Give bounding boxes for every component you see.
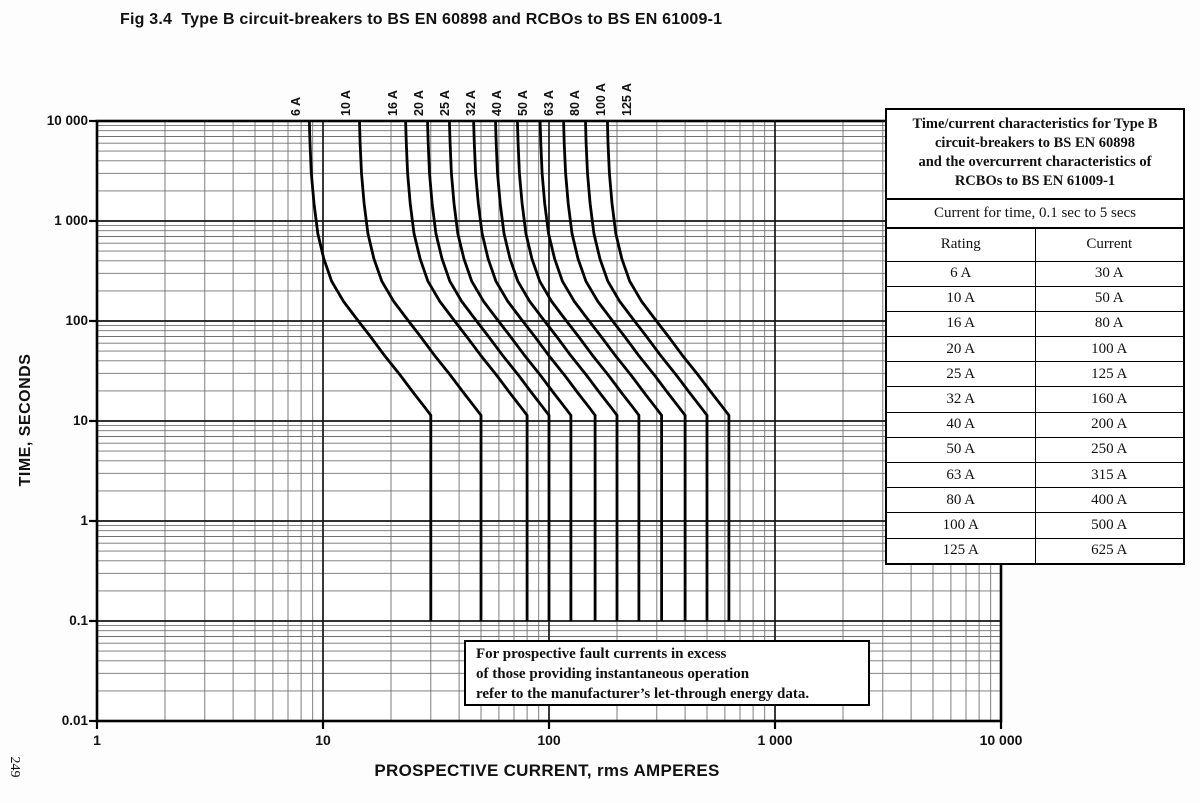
table-cell: 32 A (887, 387, 1035, 412)
table-row (887, 337, 1183, 362)
table-cell: 100 A (1035, 337, 1183, 362)
curve-label-16A: 16 A (385, 90, 400, 116)
note-line: refer to the manufacturer’s let-through energy data. (476, 685, 810, 702)
y-tick-label: 100 (65, 313, 88, 328)
table-cell: 40 A (887, 412, 1035, 437)
y-tick-label: 10 000 (46, 113, 88, 128)
x-axis-title: PROSPECTIVE CURRENT, rms AMPERES (374, 761, 720, 780)
y-axis-title: TIME, SECONDS (17, 353, 34, 487)
table-cell: 315 A (1035, 463, 1183, 488)
y-tick-label: 0.01 (61, 713, 88, 728)
x-tick-label: 1 000 (757, 732, 793, 748)
table-row (887, 463, 1183, 488)
table-cell: 20 A (887, 337, 1035, 362)
table-cell: 125 A (1035, 362, 1183, 387)
rating-current-table (887, 229, 1183, 563)
curve-label-6A: 6 A (289, 97, 304, 116)
table-cell: 6 A (887, 261, 1035, 286)
table-row (887, 412, 1183, 437)
y-tick-label: 10 (72, 413, 88, 428)
table-title-line: Time/current characteristics for Type B (912, 116, 1158, 132)
figure-title: Fig 3.4 Type B circuit-breakers to BS EN 60898 and RCBOs to BS EN 61009-1 (120, 11, 723, 28)
curve-label-20A: 20 A (411, 90, 426, 116)
table-title-line: RCBOs to BS EN 61009-1 (954, 173, 1116, 190)
curve-label-125A: 125 A (619, 83, 634, 116)
curve-label-63A: 63 A (541, 90, 556, 116)
table-cell: 625 A (1035, 538, 1183, 563)
table-cell: 125 A (942, 542, 979, 559)
y-tick-label: 1 000 (54, 213, 88, 228)
table-row (887, 261, 1183, 286)
page-number: 249 (7, 756, 22, 778)
y-tick-label: 0.1 (69, 613, 88, 628)
note-line: For prospective fault currents in excess (476, 646, 727, 662)
table-cell: 10 A (887, 286, 1035, 311)
table-title (887, 110, 1183, 200)
note-box (464, 640, 870, 706)
curve-label-10A: 10 A (339, 90, 354, 116)
table-row (887, 311, 1183, 336)
note-line: of those providing instantaneous operation (476, 665, 750, 682)
table-row (887, 513, 1183, 538)
table-row (887, 538, 1183, 563)
table-title-line: circuit-breakers to BS EN 60898 (934, 135, 1136, 152)
table-cell: 80 A (887, 488, 1035, 513)
table-cell: 500 A (1035, 513, 1183, 538)
curve-label-32A: 32 A (463, 90, 478, 116)
table-cell: 16 A (887, 311, 1035, 336)
table-cell: 50 A (1035, 286, 1183, 311)
table-cell: 100 A (887, 513, 1035, 538)
curve-label-40A: 40 A (489, 90, 504, 116)
table-row (887, 437, 1183, 462)
table-row (887, 488, 1183, 513)
table-cell: 400 A (1035, 488, 1183, 513)
table-cell: 25 A (887, 362, 1035, 387)
y-tick-label: 1 (80, 513, 88, 528)
table-title-line: and the overcurrent characteristics of (918, 154, 1152, 171)
curve-label-100A: 100 A (593, 83, 608, 116)
table-row (887, 387, 1183, 412)
x-tick-label: 10 000 (979, 732, 1023, 748)
table-cell: 30 A (1035, 261, 1183, 286)
x-tick-label: 1 (93, 732, 101, 748)
table-cell: 80 A (1035, 311, 1183, 336)
curve-label-80A: 80 A (567, 90, 582, 116)
x-tick-label: 10 (315, 732, 331, 748)
characteristics-table (885, 108, 1185, 565)
table-row (887, 362, 1183, 387)
x-tick-label: 100 (537, 732, 561, 748)
table-cell: 250 A (1035, 437, 1183, 462)
column-header-current: Current (1035, 229, 1183, 262)
table-cell: 200 A (1035, 412, 1183, 437)
column-header-rating: Rating (887, 229, 1035, 262)
curve-label-25A: 25 A (437, 90, 452, 116)
table-subtitle: Current for time, 0.1 sec to 5 secs (887, 200, 1183, 229)
table-row (887, 286, 1183, 311)
table-cell: 160 A (1035, 387, 1183, 412)
table-cell: 63 A (887, 463, 1035, 488)
curve-label-50A: 50 A (515, 90, 530, 116)
table-cell: 50 A (887, 437, 1035, 462)
